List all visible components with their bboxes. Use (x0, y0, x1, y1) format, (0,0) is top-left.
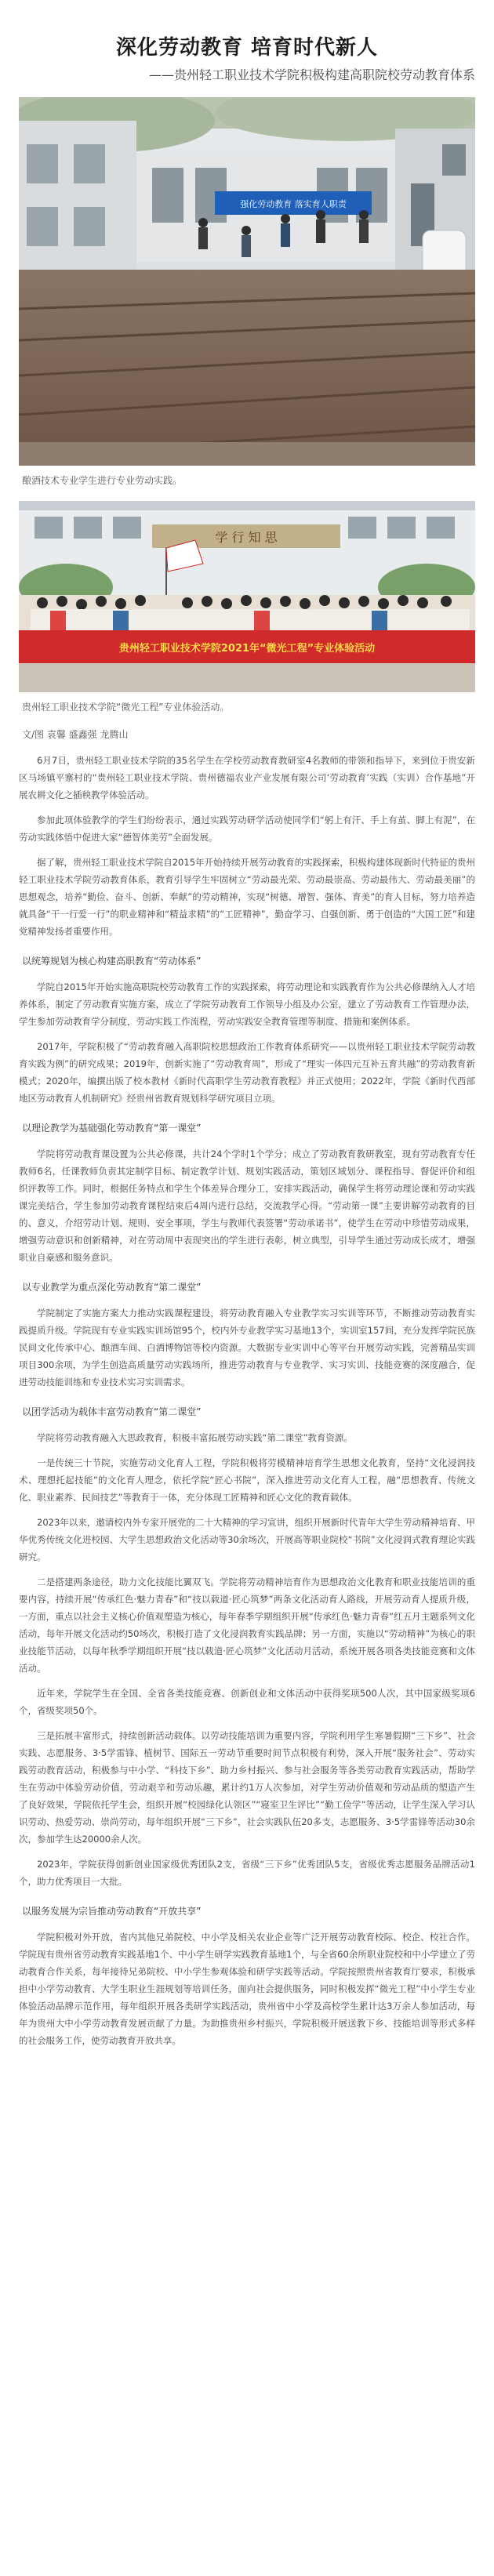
photo1-banner-text: 强化劳动教育 落实育人职责 (240, 199, 347, 209)
paragraph: 据了解，贵州轻工职业技术学院自2015年开始持续开展劳动教育的实践探索，积极构建体现新时代特征的贵州轻工职业技术学院劳动教育体系，教育引导学生牢固树立“劳动最光荣、劳动最崇高、劳动最伟大、劳动最美丽”的思想观念，培养“勤俭、奋斗、创新、奉献”的劳动精神，实现“树德、增智、强体、育美”的育人目标，努力培养造就具备“干一行爱一行”的职业精神和“精益求精”的“工匠精神”，勤奋学习、自强创新、勇于创造的“大国工匠”和建党精神发扬者重要作用。 (19, 857, 475, 937)
paragraph: 学院制定了实施方案大力推动实践课程建设，将劳动教育融入专业教学实习实训等环节，不断推动劳动教育实践提质升级。学院现有专业实践实训场馆95个，校内外专业教学实习基地13个，实训室157间，充分发挥学院民族民间文化传承中心、酿酒车间、白酒博物馆等校内资源。大数据专业实训中心等平台开展劳动实践，完善精品实训项目300余项，为学生创造高质量劳动实践场所，推进劳动教育与专业教学、实习实训、技能竞赛的深度融合，促进劳动技能训练和专业技术实习实训需求。 (19, 1308, 475, 1388)
paragraph: 6月7日，贵州轻工职业技术学院的35名学生在学校劳动教育教研室4名教师的带领和指导下，来到位于贵安新区马场镇平寨村的“贵州轻工职业技术学院、贵州德福农业产业发展有限公司‘劳动教育’实践（实训）合作基地”开展农耕文化之插秧教学体验活动。 (19, 755, 475, 800)
paragraph: 二是搭建两条途径，助力文化技能比翼双飞。学院将劳动精神培育作为思想政治文化教育和职业技能培训的重要内容，持续开展“传承红色·魅力青春”和“技以载道·匠心筑梦”两条文化活动育人路线，开展劳动育人提质升级，一方面，重点以社会主义核心价值观塑造为核心，每年春季学期组织开展“传承红色·魅力青春”红五月主题系列文化活动，每年开展文化活动约50场次，积极打造了文化浸润教育实践品牌；另一方面，实施以“劳动精神”为核心的职业技能节活动，以每年秋季学期组织开展“技以载道·匠心筑梦”文化活动月活动，系统开展各项各类技能竞赛和文体活动。 (19, 1576, 475, 1674)
section-heading: 以专业教学为重点深化劳动教育“第二课堂” (22, 1282, 202, 1293)
photo2-caption: 贵州轻工职业技术学院“微光工程”专业体验活动。 (22, 702, 230, 713)
section-heading: 以团学活动为载体丰富劳动教育“第二课堂” (22, 1406, 202, 1417)
paragraph: 学院将劳动教育课设置为公共必修课，共计24个学时1个学分；成立了劳动教育教研教室，现有劳动教育专任教师6名，任课教师负责其定制学目标、制定教学计划、规划实践活动，策划区域划分、课程指导、督促评价和组织评教等工作。同时，根据任务特点和学生个体差异合理分工，安排实践活动，确保学生将劳动理论课和劳动实践课完美结合，学生参加劳动教育课程结束后4周内进行总结，交流教学心得。“劳动第一课”主要讲解劳动教育的目的、意义，介绍劳动计划、规则、安全事项，学生与教师代表签署“劳动承诺书”，使学生在劳动中珍惜劳动成果，增强劳动意识和创新精神，对在劳动周中表现突出的学生进行表彰，树立典型，引导学生通过劳动成长成才，增强职业自豪感和服务意识。 (19, 1148, 475, 1263)
paragraph: 近年来，学院学生在全国、全省各类技能竞赛、创新创业和文体活动中获得奖项500人次，其中国家级奖项6个，省级奖项50个。 (19, 1688, 475, 1716)
section-heading: 以理论教学为基础强化劳动教育“第一课堂” (22, 1123, 202, 1134)
paragraph: 2017年，学院积极了“劳动教育融入高职院校思想政治工作教育体系研究——以贵州轻工职业技术学院劳动教育实践为例”的研究成果；2019年，创新实施了“劳动教育周”，形成了“理实一体四元互补五育共融”的劳动教育新模式；2020年，编撰出版了校本教材《新时代高职学生劳动教育教程》并正式使用；2022年，学院《新时代西部地区劳动教育人机制研究》经贵州省教育规划科学研究项目立项。 (19, 1041, 475, 1104)
paragraph: 2023年，学院获得创新创业国家级优秀团队2支，省级“三下乡”优秀团队5支，省级优秀志愿服务品牌活动1个，助力优秀项目一大批。 (19, 1859, 475, 1887)
paragraph: 学院积极对外开放，省内其他兄弟院校、中小学及相关农业企业等广泛开展劳动教育校际、校企、校社合作。学院现有贵州省劳动教育实践基地1个、中小学生研学实践教育基地1个，与全省60余所职业院校和中小学建立了劳动教育合作关系，每年接待兄弟院校、中小学生参观体验和研学实践等活动。学院按照贵州省教育厅要求，积极承担中小学劳动教育、大学生职业生涯规划等培训任务，面向社会提供服务，同时积极发挥“微光工程”中小学生专业体验活动品牌示范作用，每年组织开展各类研学实践活动，贵州省中小学及高校学生累计达3万余人参加活动，每年为贵州大中小学劳动教育发展贡献了力量。为助推贵州乡村振兴，学院积极开展送教下乡、技能培训等形式多样的社会服务工作，使劳动教育开放共享。 (19, 1932, 475, 2046)
section-heading: 以服务发展为宗旨推动劳动教育“开放共享” (22, 1906, 202, 1917)
building-sign: 学 行 知 思 (215, 530, 278, 545)
photo-group-activity (19, 501, 475, 692)
field-practice-illustration (19, 97, 475, 466)
article-subtitle: ——贵州轻工职业技术学院积极构建高职院校劳动教育体系 (148, 67, 475, 82)
section-heading: 以统筹规划为核心构建高职教育“劳动体系” (22, 956, 202, 967)
paragraph: 一是传统三十节院，实施劳动文化育人工程，学院积极将劳模精神培育学生思想文化教育，坚持“文化浸润技术、理想托起技能”的文化育人理念，依托学院“匠心书院”，深入推进劳动文化育人工程，融“思想教育、传统文化、职业素养、民间技艺”等教育于一体，充分体现工匠精神和匠心文化的教育载体。 (19, 1457, 475, 1503)
photo-field-practice (19, 97, 475, 466)
group-activity-illustration (19, 501, 475, 692)
photo2-banner-text: 贵州轻工职业技术学院2021年“微光工程”专业体验活动 (118, 643, 376, 655)
byline: 文/图 袁馨 盛鑫强 龙腾山 (22, 729, 129, 740)
paragraph: 参加此项体验教学的学生们纷纷表示，通过实践劳动研学活动使同学们“躬上有汗、手上有茧、脚上有泥”，在劳动实践体悟中促进大家“德智体美劳”全面发展。 (19, 815, 475, 843)
paragraph: 学院自2015年开始实施高职院校劳动教育工作的实践探索，将劳动理论和实践教育作为公共必修课纳入人才培养体系，制定了劳动教育实施方案，成立了学院劳动教育工作领导小组及办公室，建立了劳动教育工作管理办法，学生参加劳动教育学分制度，劳动实践工作流程，劳动实践安全教育管理等制度、措施和案例体系。 (19, 981, 475, 1027)
paragraph: 三是拓展丰富形式，持续创新活动载体。以劳动技能培训为重要内容，学院利用学生寒暑假期“三下乡”、社会实践、志愿服务、3·5学雷锋、植树节、国际五一劳动节重要时间节点积极有利势，深入开展“服务社会”、劳动实践劳动教育活动，积极参与中小学、“科技下乡”、助力乡村振兴、参与社会服务等各类劳动教育实践活动，帮助学生在劳动中体验劳动价值，劳动艰辛和劳动乐趣，累计约1万人次参加，对学生劳动价值观和劳动品质的塑造产生了良好效果，学院依托学生会，组织开展“校园绿化认领区”“寝室卫生评比”“勤工俭学”等活动，让学生深入学习认识劳动、热爱劳动、崇尚劳动，每年组织开展“三下乡”，社会实践队伍20多支，志愿服务、3·5学雷锋等活动30余次，参加学生达20000余人次。 (19, 1730, 475, 1845)
paragraph: 学院将劳动教育融入大思政教育，积极丰富拓展劳动实践“第二课堂”教育资源。 (37, 1432, 353, 1443)
photo1-caption: 酿酒技术专业学生进行专业劳动实践。 (22, 475, 183, 486)
article-title: 深化劳动教育 培育时代新人 (115, 36, 379, 60)
paragraph: 2023年以来，邀请校内外专家开展党的二十大精神的学习宣讲，组织开展新时代青年大学生劳动精神培育、甲华优秀传统文化进校园、大学生思想政治文化活动等30余场次，开展高等职业院校“书院”文化浸润式教育理论实践研究。 (19, 1517, 475, 1562)
